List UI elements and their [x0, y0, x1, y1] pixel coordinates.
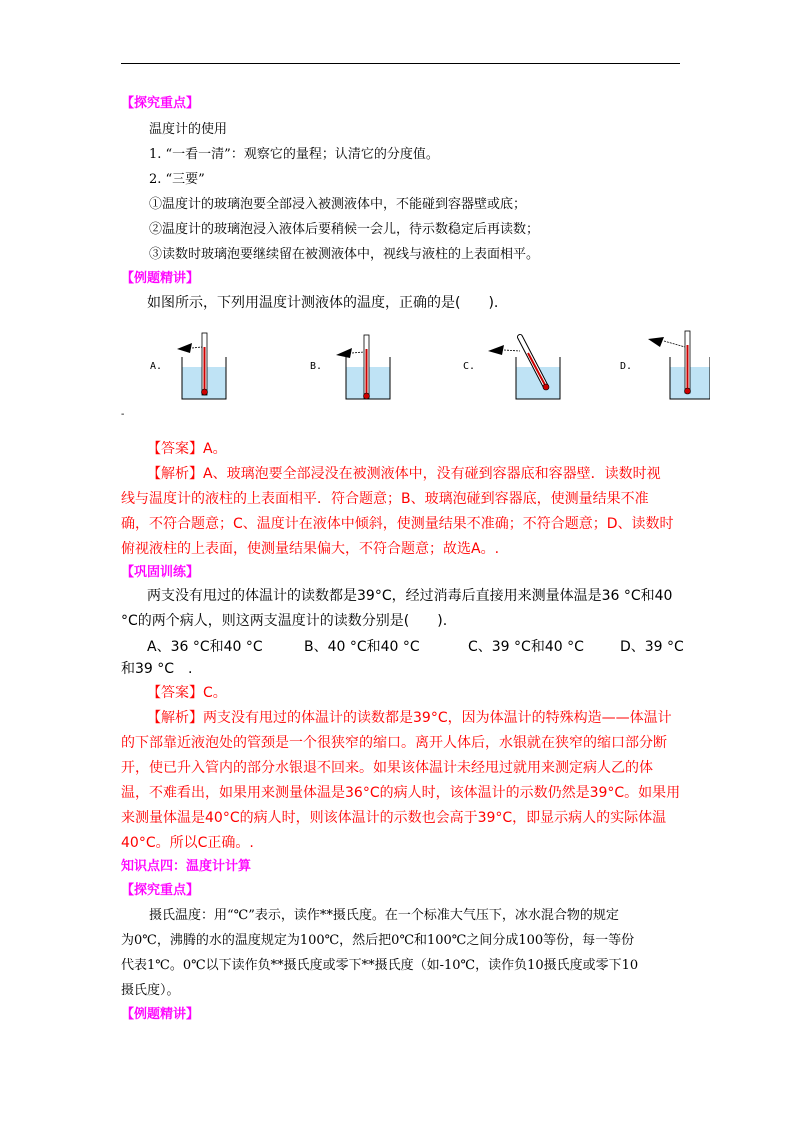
text-line: ①温度计的玻璃泡要全部浸入被测液体中，不能碰到容器壁或底； [149, 197, 527, 212]
text-line: 2. “三要” [149, 172, 205, 187]
analysis-line: 【解析】A、玻璃泡要全部浸没在被测液体中，没有碰到容器底和容器壁．读数时视 [147, 466, 661, 482]
analysis-line: 【解析】两支没有甩过的体温计的读数都是39°C，因为体温计的特殊构造——体温计 [147, 710, 672, 726]
text-line: ②温度计的玻璃泡浸入液体后要稍候一会儿，待示数稳定后再读数； [149, 222, 540, 237]
option-label: C. [463, 361, 476, 372]
diagram-d [648, 331, 710, 399]
option-label: B. [310, 361, 323, 372]
section-heading: 【探究重点】 [121, 883, 200, 898]
analysis-line: 的下部靠近液泡处的管颈是一个很狭窄的缩口。离开人体后，水银就在狭窄的缩口部分断 [121, 735, 667, 751]
question-text: 如图所示，下列用温度计测液体的温度，正确的是( ). [147, 295, 499, 311]
analysis-line: 线与温度计的液柱的上表面相平．符合题意；B、玻璃泡碰到容器底，使测量结果不准 [121, 491, 649, 507]
choice-a: A、36 °C和40 °C [147, 639, 263, 655]
choice-c: C、39 °C和40 °C [468, 639, 584, 655]
text-line: ③读数时玻璃泡要继续留在被测液体中，视线与液柱的上表面相平。 [149, 247, 540, 262]
analysis-line: 温，不难看出，如果用来测量体温是36°C的病人时，该体温计的示数仍然是39°C。如果用 [121, 785, 681, 801]
diagram-a [177, 333, 226, 399]
choice-d: D、39 °C [620, 639, 684, 655]
diagram-b [336, 335, 390, 399]
knowledge-point-title: 知识点四：温度计计算 [121, 859, 252, 874]
choice-d-continued: 和39 °C . [121, 661, 193, 677]
thermometer-figure [140, 327, 710, 407]
stray-mark: - [121, 409, 125, 420]
analysis-line: 40°C。所以C正确。. [121, 835, 254, 851]
answer-text: 【答案】A。 [147, 441, 227, 457]
section-heading: 【例题精讲】 [121, 1007, 200, 1022]
question-text: °C的两个病人，则这两支温度计的读数分别是( ). [121, 613, 448, 629]
analysis-line: 来测量体温是40°C的病人时，则该体温计的示数也会高于39°C，即显示病人的实际体温 [121, 810, 667, 826]
choice-b: B、40 °C和40 °C [304, 639, 420, 655]
question-text: 两支没有甩过的体温计的读数都是39°C，经过消毒后直接用来测量体温是36 °C和40 [147, 588, 673, 604]
text-line: 为0℃，沸腾的水的温度规定为100℃，然后把0℃和100℃之间分成100等份，每一等份 [121, 933, 635, 948]
answer-text: 【答案】C。 [147, 685, 227, 701]
text-line: 摄氏温度：用“℃”表示，读作**摄氏度。在一个标准大气压下，冰水混合物的规定 [149, 908, 619, 923]
text-line: 温度计的使用 [149, 122, 228, 137]
option-label: A. [150, 361, 163, 372]
text-line: 1. “一看一清”：观察它的量程；认清它的分度值。 [149, 147, 439, 162]
option-label: D. [620, 361, 633, 372]
text-line: 代表1℃。0℃以下读作负**摄氏度或零下**摄氏度（如-10℃，读作负10摄氏度或零下10 [121, 958, 639, 973]
analysis-line: 确，不符合题意；C、温度计在液体中倾斜，使测量结果不准确；不符合题意；D、读数时 [121, 516, 674, 532]
header-rule [121, 63, 680, 64]
analysis-line: 俯视液柱的上表面，使测量结果偏大，不符合题意；故选A。. [121, 541, 500, 557]
text-line: 摄氏度）。 [121, 983, 180, 998]
section-heading: 【探究重点】 [121, 96, 200, 111]
analysis-line: 开，使已升入管内的部分水银退不回来。如果该体温计未经甩过就用来测定病人乙的体 [121, 760, 653, 776]
thermometer-diagrams [140, 327, 710, 407]
section-heading: 【例题精讲】 [121, 271, 200, 286]
section-heading: 【巩固训练】 [121, 565, 200, 580]
diagram-c [488, 337, 560, 399]
